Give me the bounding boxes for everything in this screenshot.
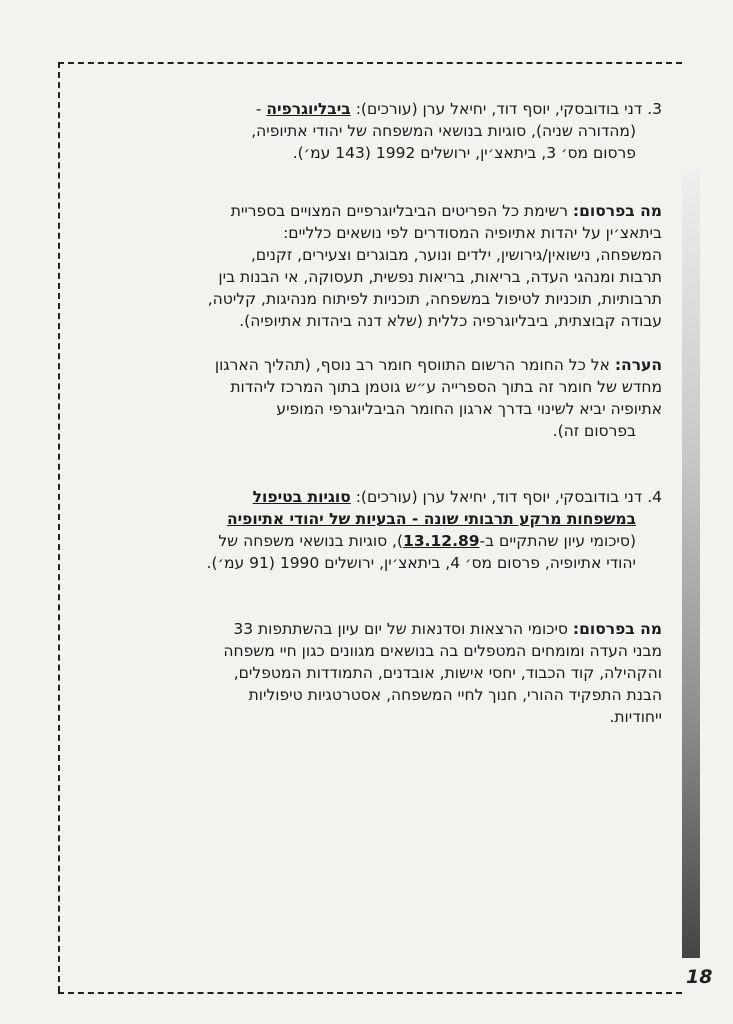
body-text: תרבות ומנהגי העדה, בריאות, בריאות נפשית, תעסוקה, אי הבנות בין — [218, 268, 662, 286]
body-text: הבנת התפקיד ההורי, חנוך לחיי המשפחה, אסטרטגיות טיפוליות — [248, 686, 662, 704]
what-in-publication-4 — [100, 618, 662, 728]
bibliography-entry-3 — [100, 98, 662, 164]
section-label: הערה: — [614, 356, 662, 374]
body-text: בפרסום זה). — [552, 422, 636, 440]
document-body — [100, 98, 662, 728]
section-label: מה בפרסום: — [572, 620, 662, 638]
gradient-sidebar — [682, 172, 700, 958]
body-text: והקהילה, קוד הכבוד, יחסי אישות, אובדנים, התמודדות המטפלים, — [233, 664, 662, 682]
entry-line: יהודי אתיופיה, פרסום מס׳ 4, ביתאצ׳ין, ירושלים 1990 (91 עמ׳). — [206, 554, 636, 572]
body-text: מחדש של חומר זה בתוך הספרייה ע״ש גוטמן בתוך המרכז ליהדות — [230, 378, 662, 396]
entry-line: פרסום מס׳ 3, ביתאצ׳ין, ירושלים 1992 (143 עמ׳). — [292, 144, 636, 162]
entry-date: 13.12.89 — [403, 532, 480, 550]
body-text: תרבותיות, תוכניות לטיפול במשפחה, תוכניות לפיתוח מנהיגות, קליטה, — [207, 290, 662, 308]
body-text: עבודה קבוצתית, ביבליוגרפיה כללית (שלא דנה ביהדות אתיופיה). — [239, 312, 662, 330]
body-text: ביתאצ׳ין על יהדות אתיופיה המסודרים לפי נושאים כלליים: — [283, 224, 662, 242]
body-text: רשימת כל הפריטים הביבליוגרפיים המצויים בספריית — [230, 202, 573, 220]
body-text: אתיופיה יביא לשינוי בדרך ארגון החומר הביבליוגרפי המופיע — [276, 400, 662, 418]
entry-title: סוגיות בטיפול — [252, 488, 351, 506]
entry-text: (סיכומי עיון שהתקיים ב- — [479, 532, 636, 550]
entry-line: (מהדורה שניה), סוגיות בנושאי המשפחה של יהודי אתיופיה, — [251, 122, 636, 140]
body-text: המשפחה, נישואין/גירושין, ילדים ונוער, מבוגרים וצעירים, זקנים, — [250, 246, 662, 264]
entry-title: במשפחות מרקע תרבותי שונה - הבעיות של יהודי אתיופיה — [226, 510, 636, 528]
bibliography-entry-4 — [100, 486, 662, 574]
page-border-top — [58, 62, 682, 64]
section-label: מה בפרסום: — [572, 202, 662, 220]
entry-authors: דני בודובסקי, יוסף דוד, יחיאל ערן (עורכים): — [350, 100, 643, 118]
body-text: סיכומי הרצאות וסדנאות של יום עיון בהשתתפות 33 — [233, 620, 573, 638]
entry-number: 3. — [647, 100, 662, 118]
entry-title: ביבליוגרפיה — [266, 100, 351, 118]
entry-line — [100, 98, 662, 120]
body-text: מבני העדה ומומחים המטפלים בה בנושאים מגוונים כגון חיי משפחה — [223, 642, 662, 660]
body-text: ייחודיות. — [609, 708, 662, 726]
entry-authors: דני בודובסקי, יוסף דוד, יחיאל ערן (עורכים): — [350, 488, 643, 506]
note-3 — [100, 354, 662, 442]
what-in-publication-3 — [100, 200, 662, 332]
page-border-bottom — [58, 992, 682, 994]
page-number: 18 — [686, 966, 713, 988]
entry-text: - — [255, 100, 267, 118]
entry-text: ), סוגיות בנושאי משפחה של — [218, 532, 404, 550]
entry-number: 4. — [647, 488, 662, 506]
body-text: אל כל החומר הרשום התווסף חומר רב נוסף, (תהליך הארגון — [214, 356, 615, 374]
page-border-left — [58, 62, 60, 992]
